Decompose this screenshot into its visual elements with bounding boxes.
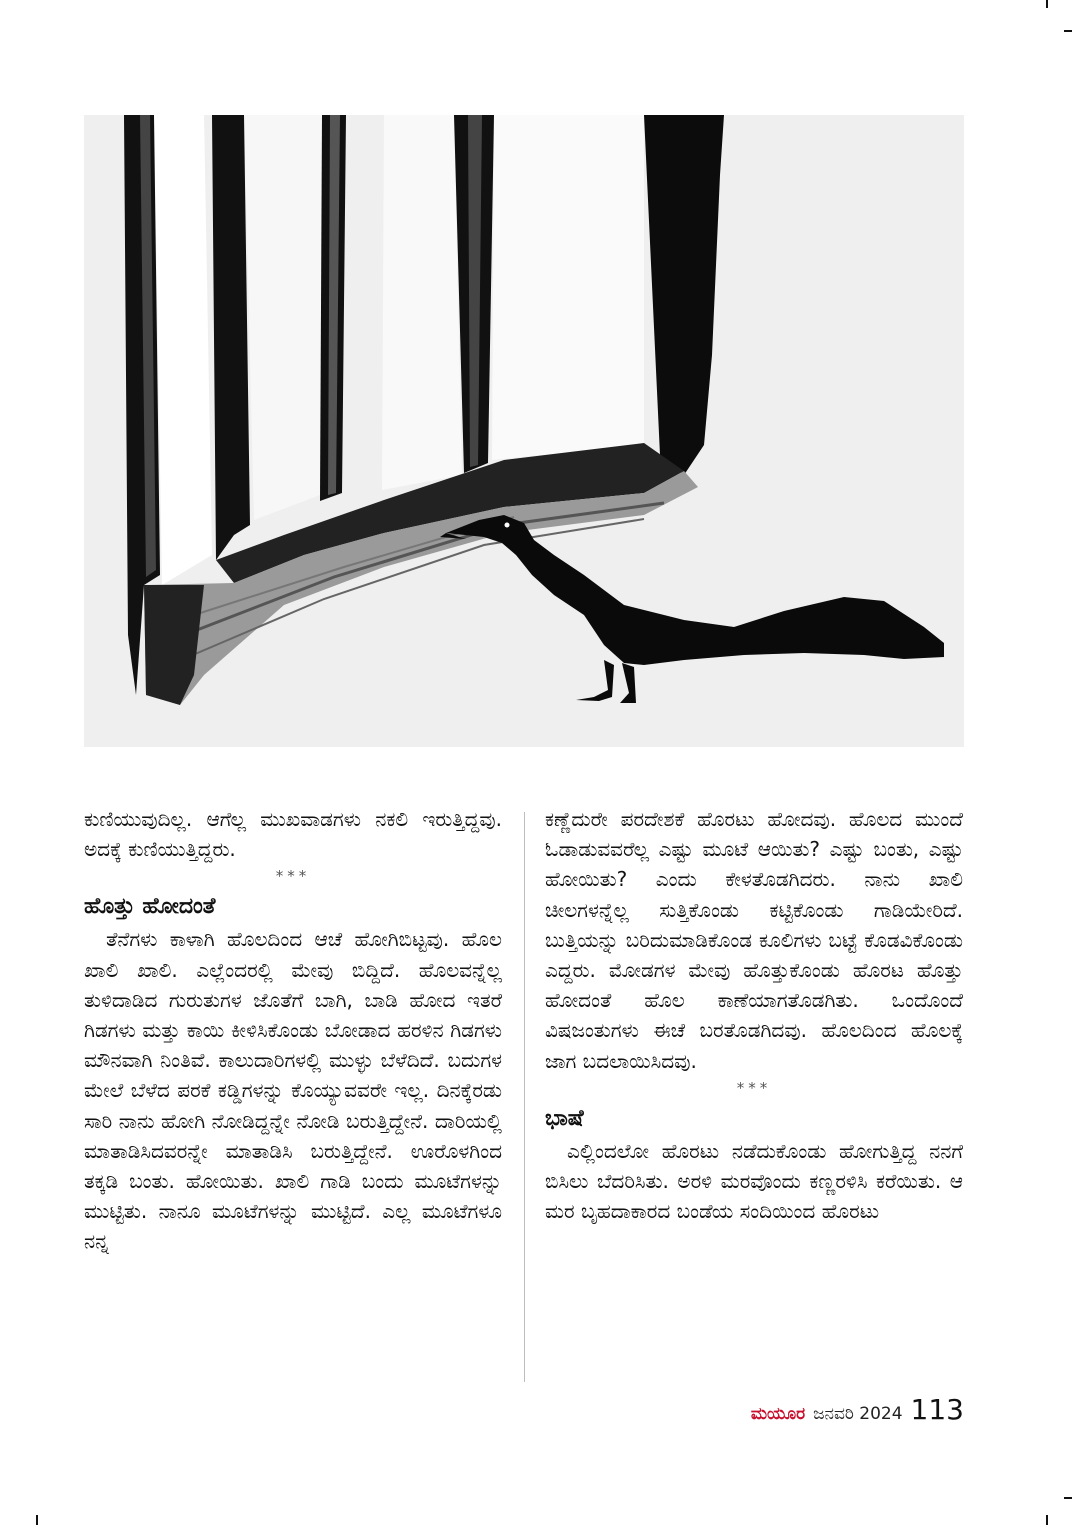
crow-window-illustration (84, 115, 964, 747)
crop-mark (36, 1515, 38, 1525)
left-text-column (84, 804, 502, 1257)
crop-mark (1046, 0, 1048, 8)
page-footer (751, 1393, 964, 1426)
section-separator: *** (736, 1078, 772, 1097)
crop-mark (1064, 30, 1072, 32)
body-paragraph: ಕುಣಿಯುವುದಿಲ್ಲ. ಆಗೆಲ್ಲ ಮುಖವಾಡಗಳು ನಕಲಿ ಇರುತ್ತಿದ್ದವು. ಅದಕ್ಕೆ ಕುಣಿಯುತ್ತಿದ್ದರು. (84, 807, 502, 862)
body-paragraph: ಕಣ್ಣೆದುರೇ ಪರದೇಶಕೆ ಹೊರಟು ಹೋದವು. ಹೊಲದ ಮುಂದೆ ಓಡಾಡುವವರೆಲ್ಲ ಎಷ್ಟು ಮೂಟೆ ಆಯಿತು? ಎಷ್ಟು ಬಂತು, ಎಷ್ಟು ಹೋಯಿತು? ಎಂದು ಕೇಳತೊಡಗಿದರು. ನಾನು ಖಾಲಿ ಚೀಲಗಳನ್ನೆಲ್ಲ ಸುತ್ತಿಕೊಂಡು ಕಟ್ಟಿಕೊಂಡು ಗಾಡಿಯೇರಿದೆ. ಬುತ್ತಿಯನ್ನು ಬರಿದುಮಾಡಿಕೊಂಡ ಕೂಲಿಗಳು ಬಟ್ಟೆ ಕೊಡವಿಕೊಂಡು ಎದ್ದರು. ಮೋಡಗಳ ಮೇವು ಹೊತ್ತುಕೊಂಡು ಹೊರಟ ಹೊತ್ತು ಹೋದಂತೆ ಹೊಲ ಕಾಣೆಯಾಗತೊಡಗಿತು. ಒಂದೊಂದೆ ವಿಷಜಂತುಗಳು ಈಚೆ ಬರತೊಡಗಿದವು. ಹೊಲದಿಂದ ಹೊಲಕ್ಕೆ ಜಾಗ ಬದಲಾಯಿಸಿದವು. (545, 807, 963, 1073)
body-paragraph: ಎಲ್ಲಿಂದಲೋ ಹೊರಟು ನಡೆದುಕೊಂಡು ಹೋಗುತ್ತಿದ್ದ ನನಗೆ ಬಿಸಿಲು ಬೆದರಿಸಿತು. ಅರಳಿ ಮರವೊಂದು ಕಣ್ಣರಳಿಸಿ ಕರೆಯಿತು. ಆ ಮರ ಬೃಹದಾಕಾರದ ಬಂಡೆಯ ಸಂದಿಯಿಂದ ಹೊರಟು (545, 1138, 963, 1224)
section-heading: ಹೊತ್ತು ಹೋದಂತೆ (84, 894, 216, 920)
crop-mark (1046, 1515, 1048, 1525)
body-paragraph: ತೆನೆಗಳು ಕಾಳಾಗಿ ಹೊಲದಿಂದ ಆಚೆ ಹೋಗಿಬಿಟ್ಟವು. ಹೊಲ ಖಾಲಿ ಖಾಲಿ. ಎಲ್ಲೆಂದರಲ್ಲಿ ಮೇವು ಬಿದ್ದಿದೆ. ಹೊಲವನ್ನೆಲ್ಲ ತುಳಿದಾಡಿದ ಗುರುತುಗಳ ಜೊತೆಗೆ ಬಾಗಿ, ಬಾಡಿ ಹೋದ ಇತರೆ ಗಿಡಗಳು ಮತ್ತು ಕಾಯಿ ಕೀಳಿಸಿಕೊಂಡು ಬೋಡಾದ ಹರಳಿನ ಗಿಡಗಳು ಮೌನವಾಗಿ ನಿಂತಿವೆ. ಕಾಲುದಾರಿಗಳಲ್ಲಿ ಮುಳ್ಳು ಬೆಳೆದಿದೆ. ಬದುಗಳ ಮೇಲೆ ಬೆಳೆದ ಪರಕೆ ಕಡ್ಡಿಗಳನ್ನು ಕೊಯ್ಯುವವರೇ ಇಲ್ಲ. ದಿನಕ್ಕೆರಡು ಸಾರಿ ನಾನು ಹೋಗಿ ನೋಡಿದ್ದನ್ನೇ ನೋಡಿ ಬರುತ್ತಿದ್ದೇನೆ. ದಾರಿಯಲ್ಲಿ ಮಾತಾಡಿಸಿದವರನ್ನೇ ಮಾತಾಡಿಸಿ ಬರುತ್ತಿದ್ದೇನೆ. ಊರೊಳಗಿಂದ ತಕ್ಕಡಿ ಬಂತು. ಹೋಯಿತು. ಖಾಲಿ ಗಾಡಿ ಬಂದು ಮೂಟೆಗಳನ್ನು ಮುಟ್ಟಿತು. ನಾನೂ ಮೂಟೆಗಳನ್ನು ಮುಟ್ಟಿದೆ. ಎಲ್ಲ ಮೂಟೆಗಳೂ ನನ್ನ (84, 927, 502, 1254)
column-divider (524, 812, 525, 1382)
section-heading: ಭಾಷೆ (545, 1105, 584, 1131)
page-number: 113 (910, 1393, 964, 1426)
magazine-logo: ಮಯೂರ (750, 1404, 806, 1424)
issue-date: ಜನವರಿ 2024 (813, 1404, 903, 1424)
crop-mark (1064, 1497, 1072, 1499)
right-text-column (545, 804, 963, 1226)
section-separator: *** (275, 867, 311, 886)
ink-drawing (84, 115, 964, 747)
